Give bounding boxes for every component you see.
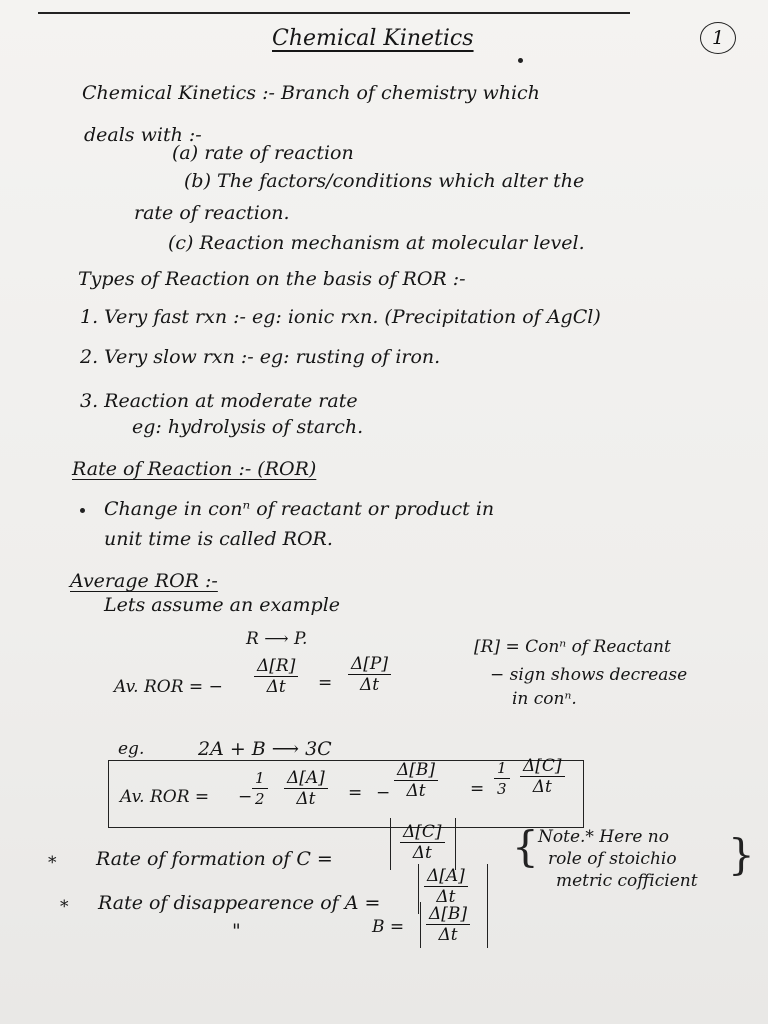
disappearance-b-fraction <box>426 904 470 945</box>
formation-fraction <box>400 822 445 863</box>
disappearance-b-label: B = <box>372 917 405 937</box>
frac-numerator: Δ[C] <box>400 822 445 843</box>
ditto-mark: " <box>232 920 241 942</box>
frac-numerator: Δ[P] <box>348 654 391 675</box>
definition-item-c: (c) Reaction mechanism at molecular level. <box>168 232 585 254</box>
note-brace-left: { <box>512 822 539 871</box>
definition-line-1: Chemical Kinetics :- Branch of chemistry which <box>82 82 540 104</box>
types-item-3: 3. Reaction at moderate rate <box>80 390 358 412</box>
term1-coefficient <box>252 768 268 809</box>
frac-numerator: Δ[R] <box>254 656 298 677</box>
types-item-3-example: eg: hydrolysis of starch. <box>132 416 364 438</box>
frac-numerator: Δ[A] <box>284 768 328 789</box>
frac-denominator: Δt <box>412 843 432 863</box>
coef-denominator: 3 <box>497 780 507 798</box>
disappearance-label: Rate of disappearence of A = <box>98 892 381 914</box>
frac-denominator: Δt <box>296 789 316 809</box>
types-item-1: 1. Very fast rxn :- eg: ionic rxn. (Precipitation of AgCl) <box>80 306 601 328</box>
boxed-formula-lhs: Av. ROR = <box>120 787 210 807</box>
coef-numerator: 1 <box>252 768 268 789</box>
definition-item-b: (b) The factors/conditions which alter the <box>184 170 585 192</box>
coef-numerator: 1 <box>494 758 510 779</box>
definition-item-a: (a) rate of reaction <box>172 142 354 164</box>
term3-fraction <box>520 756 565 797</box>
average-frac-product <box>348 654 391 695</box>
note-brace-right: } <box>728 830 755 879</box>
frac-denominator: Δt <box>266 677 286 697</box>
types-item-2: 2. Very slow rxn :- eg: rusting of iron. <box>80 346 441 368</box>
formation-star: * <box>48 853 57 873</box>
page-number: 1 <box>700 22 736 54</box>
average-frac-reactant <box>254 656 298 697</box>
average-reaction: R ⟶ P. <box>246 629 308 649</box>
formation-label: Rate of formation of C = <box>96 848 333 870</box>
frac-numerator: Δ[B] <box>426 904 470 925</box>
note-line-2: role of stoichio <box>548 849 677 869</box>
frac-denominator: Δt <box>436 887 456 907</box>
disappearance-star: * <box>60 897 69 917</box>
types-heading: Types of Reaction on the basis of ROR :- <box>78 268 466 290</box>
term-equals-1: = <box>348 783 363 803</box>
term2-sign: − <box>376 783 391 803</box>
rate-line-2: unit time is called ROR. <box>104 528 333 550</box>
term-equals-2: = <box>470 779 485 799</box>
rate-bullet <box>80 508 85 513</box>
rate-heading: Rate of Reaction :- (ROR) <box>72 458 317 480</box>
frac-denominator: Δt <box>532 777 552 797</box>
term1-sign: − <box>238 787 253 807</box>
average-formula-lhs: Av. ROR = − <box>114 677 223 697</box>
term1-fraction <box>284 768 328 809</box>
example-label: eg. <box>118 739 145 759</box>
disappearance-a-fraction <box>424 866 468 907</box>
average-note-3: in conⁿ. <box>512 689 577 709</box>
term2-fraction <box>394 760 438 801</box>
average-equals: = <box>318 673 333 693</box>
frac-denominator: Δt <box>438 925 458 945</box>
definition-item-b-cont: rate of reaction. <box>134 202 290 224</box>
average-note-2: − sign shows decrease <box>490 665 688 685</box>
average-heading: Average ROR :- <box>70 570 218 592</box>
example-reaction: 2A + B ⟶ 3C <box>198 738 332 760</box>
frac-denominator: Δt <box>406 781 426 801</box>
average-note-1: [R] = Conⁿ of Reactant <box>474 637 671 657</box>
frac-numerator: Δ[A] <box>424 866 468 887</box>
frac-numerator: Δ[C] <box>520 756 565 777</box>
note-line-1: Note.* Here no <box>538 827 669 847</box>
definition-line-2: deals with :- <box>84 124 202 146</box>
note-line-3: metric cofficient <box>556 871 698 891</box>
frac-denominator: Δt <box>359 675 380 695</box>
term3-coefficient <box>494 758 510 799</box>
frac-numerator: Δ[B] <box>394 760 438 781</box>
average-intro: Lets assume an example <box>104 594 341 616</box>
rate-line-1: Change in conⁿ of reactant or product in <box>104 498 495 520</box>
coef-denominator: 2 <box>255 790 265 808</box>
ink-dot <box>518 58 523 63</box>
top-rule <box>38 12 630 14</box>
page-title: Chemical Kinetics <box>272 26 474 51</box>
